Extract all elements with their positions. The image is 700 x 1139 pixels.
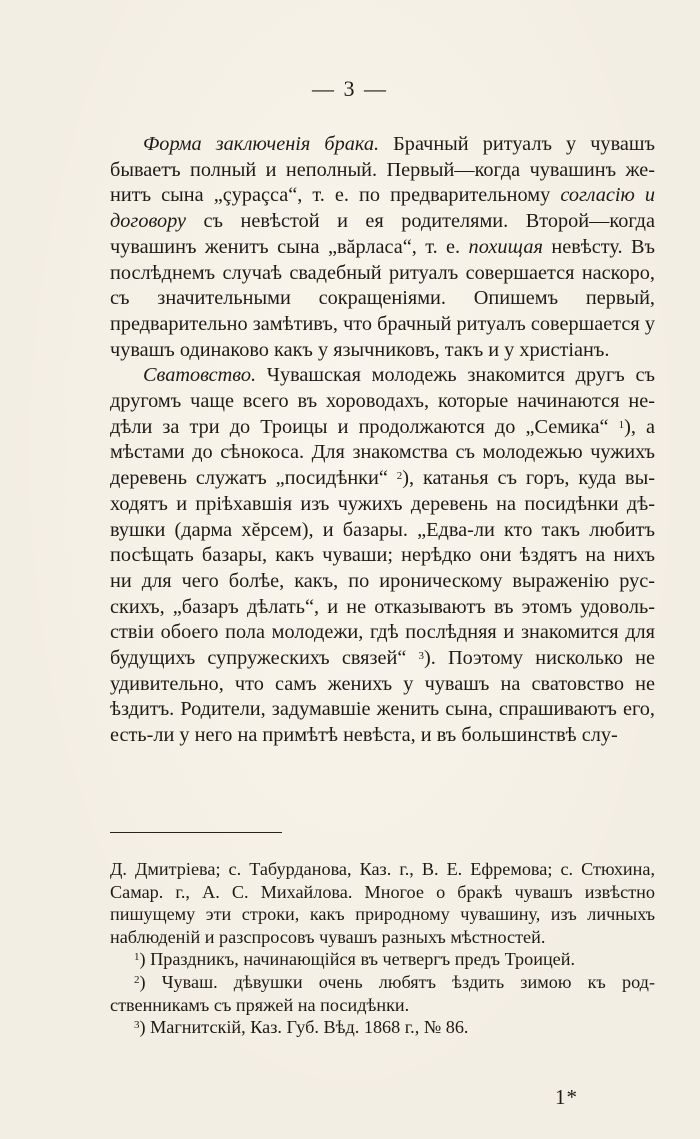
footnote-text: ) Магнитскій, Каз. Губ. Вѣд. 1868 г., № 86. xyxy=(139,1017,469,1038)
footnote-text: ) Чуваш. дѣвушки очень любятъ ѣздить зимою къ родственникамъ съ пряжей на посидѣнки. xyxy=(110,971,655,1015)
footnote-reference: 3 xyxy=(418,650,424,663)
paragraph-matchmaking xyxy=(110,363,655,749)
footnote-3 xyxy=(110,1016,655,1039)
footnote-number: 1 xyxy=(134,951,140,964)
italic-phrase: похищая xyxy=(468,235,543,258)
footnote-divider xyxy=(110,832,282,833)
page-number: — 3 — xyxy=(312,76,388,101)
main-text xyxy=(110,132,655,749)
footnotes xyxy=(110,858,655,1039)
footnote-reference: 1 xyxy=(618,418,625,431)
paragraph-text: Брачный ритуалъ у чувашъ бываетъ полный и неполный. Первый—когда чувашинъ женитъ сына „çураçса“, т. е. по предварительному xyxy=(110,133,655,207)
paragraph-text: ). Поэтому нисколько не удивительно, что самъ женихъ у чувашъ на сватовство не ѣздитъ. Родители, задумавшіе женить сына, спрашиваютъ его, есть-ли у него на примѣтѣ невѣста, и въ большинствѣ слу- xyxy=(110,647,655,747)
paragraph-text: Чувашская молодежь знакомится другъ съ другомъ чаще всего въ хороводахъ, которые начинаются недѣли за три до Троицы и продолжаются до „Семика“ xyxy=(110,364,655,438)
paragraph-heading-marriage-form: Форма заключенія брака. xyxy=(143,133,380,155)
italic-phrase: согласію и договору xyxy=(110,184,655,233)
footnote-reference: 2 xyxy=(396,470,403,483)
paragraph-heading-matchmaking: Сватовство. xyxy=(143,364,257,387)
footnote-number: 3 xyxy=(134,1019,140,1032)
footnote-1 xyxy=(110,948,655,971)
paragraph-text: невѣсту. Въ послѣднемъ случаѣ свадебный ритуалъ совершается наскоро, съ значительными сокращеніями. Опишемъ первый, предварительно замѣтивъ, что брачный ритуалъ совершается у чувашъ одинаково какъ у язычниковъ, такъ и у христіанъ. xyxy=(110,235,655,361)
footnote-text: ) Праздникъ, начинающійся въ четвергъ предъ Троицей. xyxy=(139,949,576,970)
paragraph-text: ), а мѣстами до сѣнокоса. Для знакомства съ молодежью чужихъ деревень служатъ „посидѣнки“ xyxy=(110,415,655,490)
paragraph-text: съ невѣстой и ея родителями. Второй—когда чувашинъ женитъ сына „вăрласа“, т. е. xyxy=(110,210,655,258)
paragraph-text: ), катанья съ горъ, куда выходятъ и пріѣхавшія изъ чужихъ деревень на посидѣнки дѣвушки (дарма хĕрсем), и базары. „Едва-ли кто такъ любитъ посѣщать базары, какъ чуваши; нерѣдко они ѣздятъ на нихъ ни для чего болѣе, какъ, по ироническому выраженію русскихъ, „базаръ дѣлать“, и не отказываютъ въ этомъ удовольствіи обоего пола молодежи, гдѣ послѣдняя и знакомится для будущихъ супружескихъ связей“ xyxy=(110,467,655,670)
footnote-2 xyxy=(110,971,655,1016)
footnote-continuation: Д. Дмитріева; с. Табурданова, Каз. г., В. Е. Ефремова; с. Стюхина, Самар. г., А. С. Михайлова. Многое о бракѣ чувашъ извѣстно пишущему эти строки, какъ природному чувашину, изъ личныхъ наблюденій и разспросовъ чувашъ разныхъ мѣстностей. xyxy=(110,859,655,947)
paragraph-marriage-form xyxy=(110,132,655,363)
footnote-number: 2 xyxy=(134,973,140,986)
signature-mark: 1* xyxy=(555,1085,578,1109)
